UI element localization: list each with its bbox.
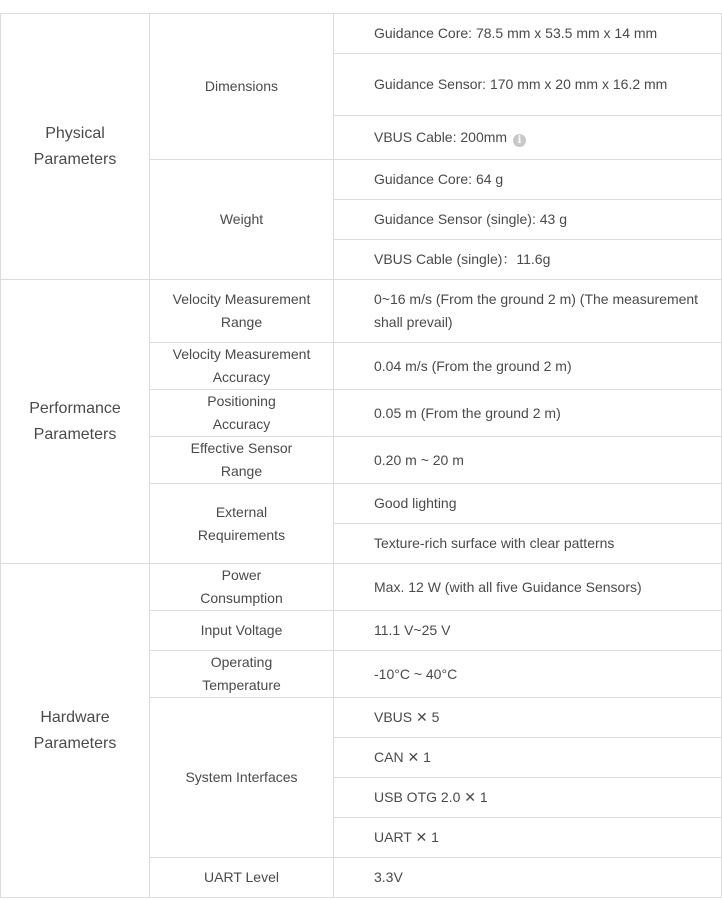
param-external-requirements (150, 484, 334, 564)
value-cell (334, 116, 722, 160)
value-cell (334, 14, 722, 54)
value-cell (334, 858, 722, 898)
value-text: 0.04 m/s (From the ground 2 m) (374, 357, 572, 374)
param-effective-sensor-range (150, 437, 334, 484)
param-label: External Requirements (197, 503, 286, 543)
param-velocity-measurement-range (150, 280, 334, 343)
group-hardware-parameters (1, 564, 150, 898)
param-label: Input Voltage (200, 622, 283, 638)
param-label: Velocity Measurement Range (172, 291, 311, 330)
value-text: Guidance Core: 78.5 mm x 53.5 mm x 14 mm (374, 25, 658, 41)
param-dimensions (150, 14, 334, 160)
value-cell (334, 160, 722, 200)
table-row (1, 280, 722, 343)
group-label: Performance Parameters (29, 399, 121, 443)
param-label: Operating Temperature (202, 654, 281, 693)
value-cell (334, 524, 722, 564)
value-cell (334, 778, 722, 818)
value-cell (334, 54, 722, 116)
value-text: UART ✕ 1 (374, 829, 439, 845)
value-cell (334, 280, 722, 343)
value-text: -10°C ~ 40°C (374, 665, 458, 682)
param-label: Positioning Accuracy (207, 393, 276, 432)
value-cell (334, 611, 722, 651)
group-physical-parameters (1, 14, 150, 280)
value-cell (334, 564, 722, 611)
value-cell (334, 818, 722, 858)
value-text: VBUS ✕ 5 (374, 709, 440, 725)
value-cell (334, 738, 722, 778)
value-cell (334, 390, 722, 437)
value-text: CAN ✕ 1 (374, 749, 431, 765)
value-cell (334, 651, 722, 698)
value-text: 0~16 m/s (From the ground 2 m) (The measurement shall prevail) (374, 291, 699, 330)
value-text: 3.3V (374, 869, 403, 885)
value-cell (334, 240, 722, 280)
value-text: USB OTG 2.0 ✕ 1 (374, 789, 488, 805)
value-cell (334, 698, 722, 738)
group-label: Physical Parameters (33, 124, 117, 168)
param-system-interfaces (150, 698, 334, 858)
value-text: 0.05 m (From the ground 2 m) (374, 404, 561, 421)
param-label: Dimensions (204, 78, 279, 94)
value-text: Good lighting (374, 495, 457, 511)
group-performance-parameters (1, 280, 150, 564)
param-label: Velocity Measurement Accuracy (172, 346, 311, 385)
value-text: Guidance Sensor: 170 mm x 20 mm x 16.2 mm (374, 76, 668, 92)
value-cell (334, 437, 722, 484)
value-text: Texture-rich surface with clear patterns (374, 535, 615, 551)
value-cell (334, 484, 722, 524)
param-velocity-measurement-accuracy (150, 343, 334, 390)
group-label: Hardware Parameters (33, 708, 117, 752)
param-label: UART Level (204, 869, 279, 885)
param-label: Effective Sensor Range (190, 440, 293, 479)
table-row (1, 564, 722, 611)
spec-table (0, 13, 722, 898)
value-text: VBUS Cable (single)：11.6g (374, 251, 551, 267)
param-label: Power Consumption (200, 567, 283, 606)
param-label: System Interfaces (185, 769, 298, 785)
param-positioning-accuracy (150, 390, 334, 437)
param-uart-level (150, 858, 334, 898)
value-text: VBUS Cable: 200mm (374, 129, 508, 145)
value-text: 0.20 m ~ 20 m (374, 451, 464, 468)
value-cell (334, 343, 722, 390)
param-label: Weight (219, 211, 264, 227)
table-row (1, 14, 722, 54)
param-operating-temperature (150, 651, 334, 698)
param-weight (150, 160, 334, 280)
info-icon[interactable]: i (513, 134, 526, 147)
param-power-consumption (150, 564, 334, 611)
param-input-voltage (150, 611, 334, 651)
value-cell (334, 200, 722, 240)
value-text: Guidance Core: 64 g (374, 171, 504, 187)
value-text: 11.1 V~25 V (374, 622, 451, 638)
value-text: Max. 12 W (with all five Guidance Sensors) (374, 578, 642, 595)
value-text: Guidance Sensor (single): 43 g (374, 211, 567, 227)
